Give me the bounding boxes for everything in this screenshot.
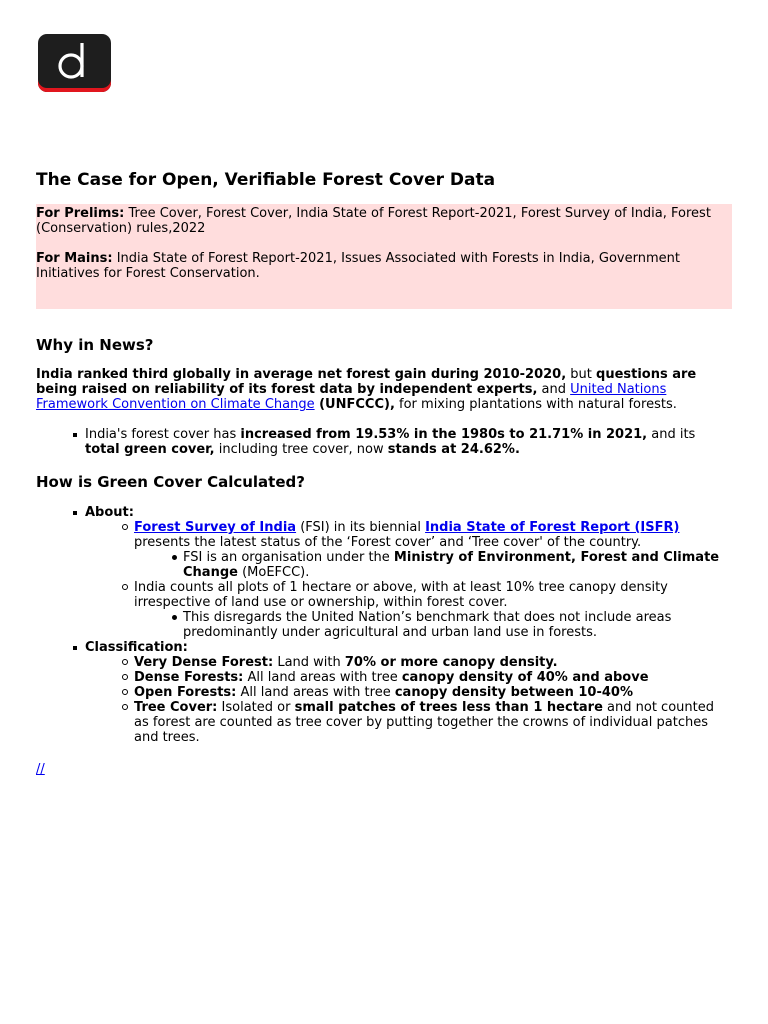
lead-bold-3: (UNFCCC), <box>314 397 395 412</box>
mains-line <box>36 251 732 281</box>
isfr-link-label: India State of Forest Report (ISFR) <box>425 520 680 535</box>
very-dense-bold: 70% or more canopy density. <box>344 655 558 670</box>
bullet-bold-3: stands at 24.62%. <box>387 442 520 457</box>
list-item <box>85 700 732 745</box>
about-label: About: <box>85 505 134 520</box>
bullet-text-1: India's forest cover has <box>85 427 241 442</box>
list-item <box>85 685 732 700</box>
list-item <box>36 427 732 457</box>
green-cover-heading: How is Green Cover Calculated? <box>36 473 305 491</box>
about-sublist <box>85 520 732 640</box>
bottom-link[interactable]: // <box>36 762 45 777</box>
classification-sublist <box>85 655 732 745</box>
lead-text-2: and <box>537 382 571 397</box>
news-lead-paragraph <box>36 367 732 412</box>
tree-cover-text-1: Isolated or <box>217 700 295 715</box>
fsi-sublist <box>134 550 732 580</box>
green-cover-list <box>36 505 732 745</box>
why-in-news-heading: Why in News? <box>36 336 154 354</box>
article <box>36 170 732 777</box>
very-dense-label: Very Dense Forest: <box>134 655 274 670</box>
tree-cover-text-2: and not counted as forest are counted as tree cover by putting together the crowns of individual patches and trees. <box>134 700 714 745</box>
counts-text: India counts all plots of 1 hectare or above, with at least 10% tree canopy density irrespective of land use or ownership, within forest cover. <box>134 580 668 610</box>
lead-text-3: for mixing plantations with natural forests. <box>394 397 677 412</box>
counts-sublist <box>134 610 732 640</box>
fsi-sub-text-2: (MoEFCC). <box>237 565 310 580</box>
dense-label: Dense Forests: <box>134 670 244 685</box>
fsi-link[interactable] <box>134 520 296 535</box>
list-item <box>85 670 732 685</box>
fsi-text-2: presents the latest status of the ‘Forest cover’ and ‘Tree cover' of the country. <box>134 535 642 550</box>
fsi-sub-text-1: FSI is an organisation under the <box>183 550 394 565</box>
list-item: This disregards the United Nation’s benchmark that does not include areas predominantly under agricultural and urban land use in forests. <box>134 610 732 640</box>
tree-cover-label: Tree Cover: <box>134 700 218 715</box>
open-bold: canopy density between 10-40% <box>394 685 633 700</box>
list-item <box>134 550 732 580</box>
list-item-about <box>36 505 732 640</box>
bullet-bold-1: increased from 19.53% in the 1980s to 21.71% in 2021, <box>240 427 648 442</box>
open-label: Open Forests: <box>134 685 237 700</box>
list-item-classification <box>36 640 732 745</box>
page-title: The Case for Open, Verifiable Forest Cover Data <box>36 170 496 190</box>
prelims-label: For Prelims: <box>36 206 125 221</box>
syllabus-box <box>36 204 732 309</box>
unfccc-link[interactable]: United Nations Framework Convention on Climate Change <box>36 382 667 412</box>
lead-bold-1: India ranked third globally in average net forest gain during 2010-2020, <box>36 367 567 382</box>
news-bullet-list <box>36 427 732 457</box>
logo-d-icon <box>38 34 111 92</box>
lead-bold-2: questions are being raised on reliability of its forest data by independent experts, <box>36 367 697 397</box>
list-item <box>85 520 732 580</box>
dense-bold: canopy density of 40% and above <box>401 670 649 685</box>
list-item <box>85 655 732 670</box>
fsi-text-1: (FSI) in its biennial <box>296 520 426 535</box>
dense-text: All land areas with tree <box>243 670 402 685</box>
fsi-link-label: Forest Survey of India <box>134 520 297 535</box>
open-text: All land areas with tree <box>236 685 395 700</box>
bullet-bold-2: total green cover, <box>85 442 215 457</box>
fsi-sub-bold: Ministry of Environment, Forest and Climate Change <box>183 550 720 580</box>
site-logo[interactable] <box>38 34 111 92</box>
bullet-text-3: including tree cover, now <box>214 442 388 457</box>
prelims-text: Tree Cover, Forest Cover, India State of Forest Report-2021, Forest Survey of India, Forest (Conservation) rules,2022 <box>36 206 711 236</box>
classification-label: Classification: <box>85 640 188 655</box>
bullet-text-2: and its <box>647 427 696 442</box>
isfr-link[interactable] <box>425 520 679 535</box>
tree-cover-bold: small patches of trees less than 1 hectare <box>294 700 603 715</box>
mains-label: For Mains: <box>36 251 113 266</box>
prelims-line <box>36 206 732 236</box>
mains-text: India State of Forest Report-2021, Issues Associated with Forests in India, Government Initiatives for Forest Conservation. <box>36 251 680 281</box>
lead-text-1: but <box>566 367 597 382</box>
very-dense-text: Land with <box>273 655 345 670</box>
list-item <box>85 580 732 640</box>
